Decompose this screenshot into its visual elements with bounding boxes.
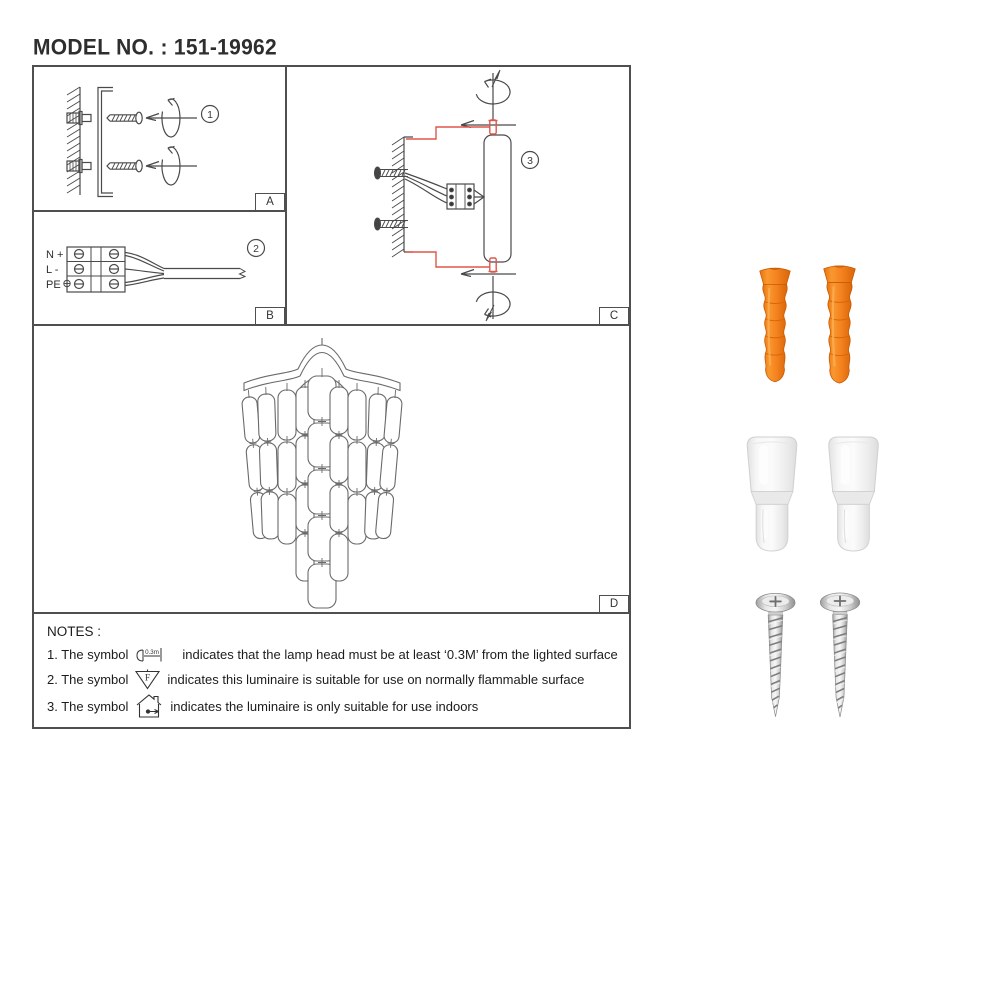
notes-heading: NOTES : [47, 624, 102, 639]
note-item-2 [47, 669, 584, 690]
panel-b-wiring-diagram [34, 212, 285, 324]
step-1-number: 1 [207, 108, 213, 121]
note-item-1 [47, 643, 618, 666]
indoor-use-symbol [134, 693, 164, 719]
panel-divider [34, 210, 285, 212]
connection-wires [405, 173, 484, 209]
step-3-number: 3 [527, 154, 533, 167]
flammable-symbol-letter: F [145, 673, 151, 684]
diagram-frame [32, 65, 631, 729]
wire-connector-photo [741, 432, 803, 557]
panel-label-b: B [255, 307, 285, 325]
model-number-title: MODEL NO. : 151-19962 [33, 36, 278, 60]
mounting-bracket [98, 88, 113, 197]
screw-icon [107, 160, 142, 172]
screw-icon [107, 112, 142, 124]
screw-direction-arrow [146, 99, 197, 137]
note-item-3 [47, 693, 478, 719]
fastening-arrow-top [461, 70, 516, 128]
panel-divider [34, 324, 629, 326]
note-1-text: indicates that the lamp head must be at least ‘0.3M’ from the lighted surface [182, 647, 618, 662]
fixture-backplate [484, 135, 511, 262]
wall-hatching [392, 137, 404, 257]
screw-photo [817, 591, 863, 723]
step-2-number: 2 [253, 242, 259, 255]
neutral-terminal-label: N + [46, 249, 64, 261]
supply-cable [125, 253, 245, 286]
wire-connector-photo [822, 432, 885, 557]
wall-plug-icon [67, 112, 91, 125]
terminal-screws [75, 250, 119, 289]
panel-label-a: A [255, 193, 285, 211]
note-2-prefix: 2. The symbol [47, 672, 129, 687]
lamp-distance-symbol [134, 643, 168, 666]
panel-divider [285, 67, 287, 326]
crystal-strand [348, 383, 366, 544]
wall-plug-icon [67, 160, 91, 173]
screw-photo [753, 591, 798, 723]
panel-d-luminaire-drawing [34, 326, 629, 612]
notes-section [34, 614, 629, 729]
panel-c-fixture-mounting-diagram [287, 67, 629, 324]
panel-label-d: D [599, 595, 629, 613]
wall-plug-photo [754, 261, 796, 388]
fastening-arrow-bottom [461, 270, 516, 322]
panel-a-bracket-mounting-diagram [34, 67, 285, 210]
crystal-strand [278, 383, 296, 544]
wall-plug-photo [817, 260, 862, 388]
crystal-strand [330, 380, 348, 581]
earth-terminal-label: PE [46, 279, 61, 291]
panel-label-c: C [599, 307, 629, 325]
note-3-text: indicates the luminaire is only suitable for use indoors [170, 698, 479, 714]
live-terminal-label: L - [46, 264, 59, 276]
wall-surface-line [404, 137, 413, 252]
note-3-prefix: 3. The symbol [47, 698, 129, 714]
flammable-surface-symbol [134, 669, 161, 690]
wall-hatching [67, 87, 80, 193]
lamp-distance-value: 0.3m [145, 649, 160, 656]
note-1-prefix: 1. The symbol [47, 647, 129, 662]
screw-direction-arrow [146, 147, 197, 185]
note-2-text: indicates this luminaire is suitable for use on normally flammable surface [167, 672, 585, 687]
